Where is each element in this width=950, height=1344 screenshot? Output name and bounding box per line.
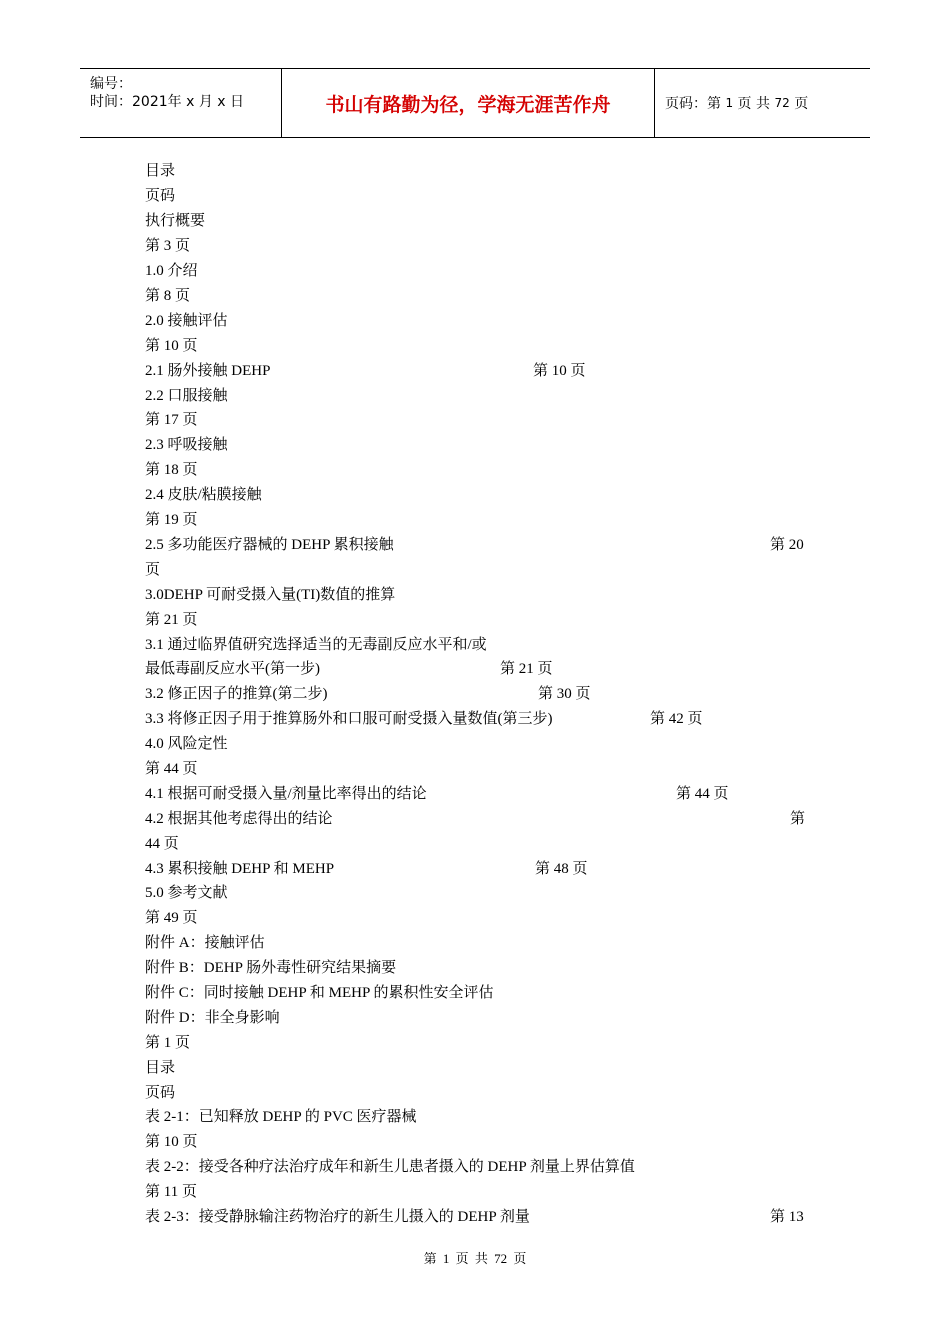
time-suffix: 年 x 月 x 日 xyxy=(167,94,245,110)
toc-entry[interactable]: 4.3 累积接触 DEHP 和 MEHP xyxy=(145,861,335,877)
toc-entry[interactable]: 4.2 根据其他考虑得出的结论 xyxy=(145,811,333,827)
toc-page-ref: 第 44 页 xyxy=(676,786,729,802)
toc-page-ref: 第 8 页 xyxy=(145,288,191,304)
toc-page-ref: 第 49 页 xyxy=(145,910,198,926)
toc-entry[interactable]: 2.1 肠外接触 DEHP xyxy=(145,363,271,379)
toc-page-ref: 第 30 页 xyxy=(538,686,591,702)
toc-entry[interactable]: 4.0 风险定性 xyxy=(145,736,228,752)
toc-entry[interactable]: 附件 D：非全身影响 xyxy=(145,1010,280,1026)
toc-entry[interactable]: 3.3 将修正因子用于推算肠外和口服可耐受摄入量数值(第三步) xyxy=(145,711,553,727)
toc-entry[interactable]: 2.2 口服接触 xyxy=(145,388,228,404)
toc-page-ref: 第 42 页 xyxy=(650,711,703,727)
toc-page-ref: 第 1 页 xyxy=(145,1035,191,1051)
toc-page-ref: 第 44 页 xyxy=(145,761,198,777)
toc-page-ref: 第 21 页 xyxy=(145,612,198,628)
toc-page-ref: 第 21 页 xyxy=(500,661,553,677)
toc-entry[interactable]: 3.1 通过临界值研究选择适当的无毒副反应水平和/或 xyxy=(145,637,487,653)
page-label: 页码：第 xyxy=(665,96,721,112)
toc-title: 目录 xyxy=(145,163,176,179)
header-info-cell xyxy=(80,69,282,137)
table-entry[interactable]: 表 2-3：接受静脉输注药物治疗的新生儿摄入的 DEHP 剂量 xyxy=(145,1209,530,1225)
time-year: 2021 xyxy=(132,94,168,110)
page-number: 1 xyxy=(725,96,734,110)
toc-page-ref: 第 10 页 xyxy=(533,363,586,379)
toc-page-heading: 页码 xyxy=(145,1085,176,1101)
toc-entry[interactable]: 最低毒副反应水平(第一步) xyxy=(145,661,320,677)
table-entry[interactable]: 表 2-1：已知释放 DEHP 的 PVC 医疗器械 xyxy=(145,1109,417,1125)
toc-entry[interactable]: 3.0DEHP 可耐受摄入量(TI)数值的推算 xyxy=(145,587,396,603)
toc-page-heading: 页码 xyxy=(145,188,176,204)
tables-toc-title: 目录 xyxy=(145,1060,176,1076)
header-page-info xyxy=(655,69,870,137)
motto: 书山有路勤为径，学海无涯苦作舟 xyxy=(282,69,655,137)
time-label: 时间： xyxy=(90,94,132,110)
toc-page-ref: 第 3 页 xyxy=(145,238,191,254)
page-footer: 第 1 页 共 72 页 xyxy=(423,1251,527,1266)
toc-entry[interactable]: 2.3 呼吸接触 xyxy=(145,437,228,453)
page-mid: 页 共 xyxy=(737,96,770,112)
toc-page-ref: 第 18 页 xyxy=(145,462,198,478)
toc-page-ref: 44 页 xyxy=(145,836,179,852)
toc-page-ref: 第 xyxy=(790,811,806,827)
toc-page-ref: 第 10 页 xyxy=(145,1134,198,1150)
toc-entry[interactable]: 附件 B：DEHP 肠外毒性研究结果摘要 xyxy=(145,960,397,976)
number-label: 编号： xyxy=(90,76,132,92)
toc-entry[interactable]: 1.0 介绍 xyxy=(145,263,198,279)
toc-page-ref: 第 17 页 xyxy=(145,412,198,428)
table-entry[interactable]: 表 2-2：接受各种疗法治疗成年和新生儿患者摄入的 DEHP 剂量上界估算值 xyxy=(145,1159,635,1175)
toc-page-ref: 第 48 页 xyxy=(535,861,588,877)
document-header xyxy=(80,68,870,138)
toc-page-ref: 第 10 页 xyxy=(145,338,198,354)
toc-page-ref: 第 19 页 xyxy=(145,512,198,528)
toc-entry[interactable]: 3.2 修正因子的推算(第二步) xyxy=(145,686,328,702)
page-total: 72 xyxy=(774,96,790,110)
toc-entry[interactable]: 2.4 皮肤/粘膜接触 xyxy=(145,487,262,503)
toc-page-ref: 第 20 xyxy=(770,537,804,553)
toc-entry[interactable]: 附件 A：接触评估 xyxy=(145,935,265,951)
toc-page-ref: 第 13 xyxy=(770,1209,804,1225)
toc-page-ref: 页 xyxy=(145,562,161,578)
time-field xyxy=(90,91,244,111)
toc-entry[interactable]: 5.0 参考文献 xyxy=(145,885,228,901)
toc-entry[interactable]: 执行概要 xyxy=(145,213,206,229)
toc-entry[interactable]: 2.0 接触评估 xyxy=(145,313,228,329)
toc-entry[interactable]: 4.1 根据可耐受摄入量/剂量比率得出的结论 xyxy=(145,786,427,802)
toc-entry[interactable]: 2.5 多功能医疗器械的 DEHP 累积接触 xyxy=(145,537,394,553)
toc-page-ref: 第 11 页 xyxy=(145,1184,197,1200)
page-end: 页 xyxy=(794,96,809,112)
toc-entry[interactable]: 附件 C：同时接触 DEHP 和 MEHP 的累积性安全评估 xyxy=(145,985,494,1001)
